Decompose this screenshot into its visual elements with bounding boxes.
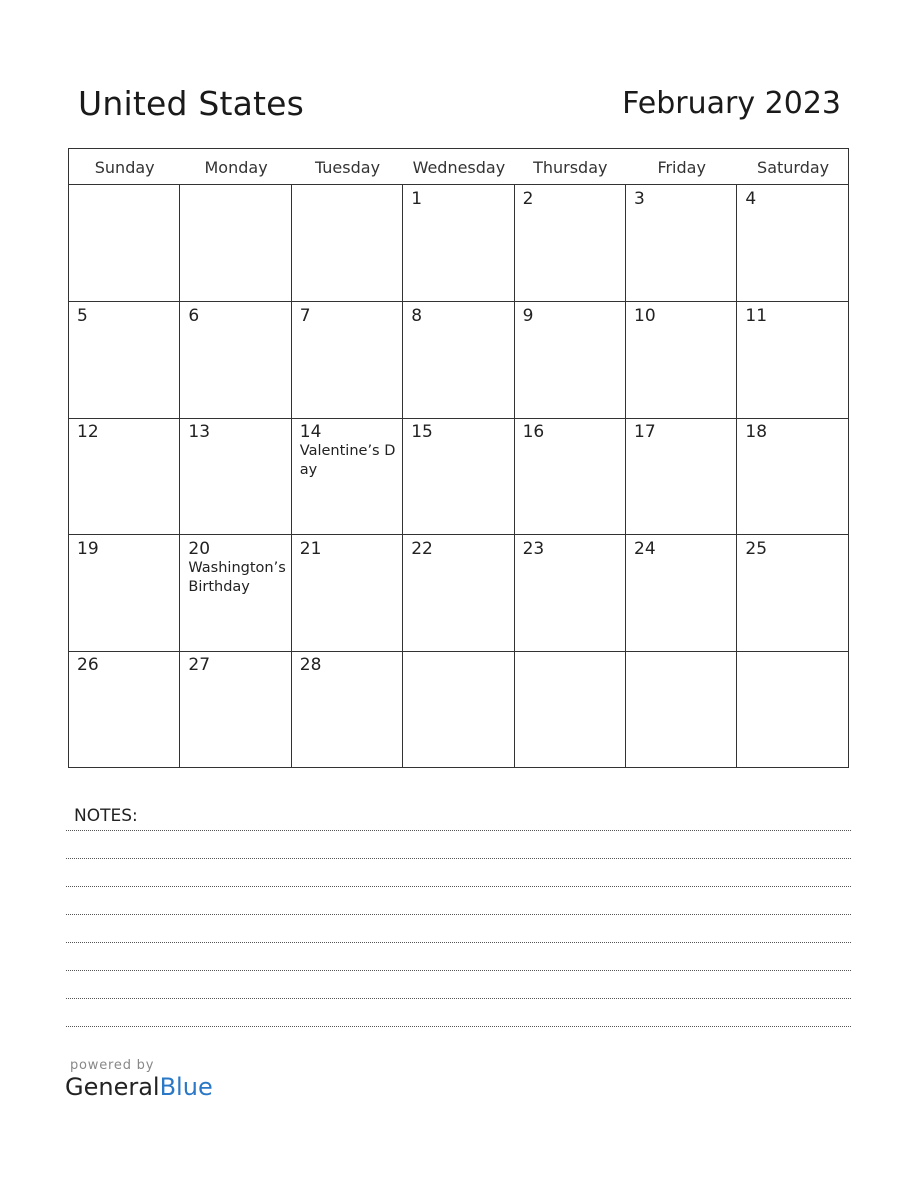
notes-line xyxy=(66,998,851,999)
day-number: 11 xyxy=(745,305,768,326)
day-number: 10 xyxy=(634,305,656,326)
powered-by-text: powered by xyxy=(70,1058,155,1073)
day-cell[interactable] xyxy=(626,185,737,302)
day-number: 24 xyxy=(634,538,656,559)
day-number: 15 xyxy=(411,422,433,443)
country-title: United States xyxy=(78,84,305,123)
day-cell[interactable] xyxy=(626,535,737,652)
week-row xyxy=(69,302,848,419)
week-row xyxy=(69,185,848,302)
notes-line xyxy=(66,1026,851,1027)
day-cell[interactable] xyxy=(403,185,514,302)
day-cell[interactable] xyxy=(626,418,737,535)
notes-label: NOTES: xyxy=(74,806,138,826)
day-cell[interactable] xyxy=(69,302,180,419)
day-cell[interactable] xyxy=(292,535,403,652)
day-number: 14 xyxy=(299,422,322,443)
day-number: 6 xyxy=(188,305,200,326)
day-cell[interactable] xyxy=(180,418,291,535)
day-number: 20 xyxy=(188,538,211,559)
day-cell[interactable] xyxy=(737,535,848,652)
weekday-sunday: Sunday xyxy=(94,158,155,177)
day-number: 19 xyxy=(77,538,99,559)
day-cell[interactable] xyxy=(180,651,291,768)
day-number: 28 xyxy=(299,655,322,676)
day-cell[interactable] xyxy=(737,418,848,535)
day-number: 5 xyxy=(77,305,88,326)
brand-blue: Blue xyxy=(159,1073,213,1101)
day-number: 16 xyxy=(522,422,545,443)
weekday-friday: Friday xyxy=(657,158,706,177)
day-number: 27 xyxy=(188,655,211,676)
notes-line xyxy=(66,886,851,887)
day-number: 17 xyxy=(634,422,656,443)
day-cell[interactable] xyxy=(515,418,626,535)
day-number: 12 xyxy=(77,422,99,443)
notes-line xyxy=(66,970,851,971)
month-year-title: February 2023 xyxy=(622,86,841,121)
weekday-thursday: Thursday xyxy=(533,158,608,177)
day-cell[interactable] xyxy=(180,302,291,419)
weekday-header-row xyxy=(69,149,848,185)
day-number: 26 xyxy=(77,655,99,676)
day-cell[interactable] xyxy=(69,418,180,535)
week-row xyxy=(69,418,848,535)
day-number: 9 xyxy=(522,305,534,326)
notes-line xyxy=(66,942,851,943)
weekday-tuesday: Tuesday xyxy=(314,158,381,177)
day-cell[interactable] xyxy=(737,302,848,419)
day-cell[interactable] xyxy=(180,185,291,302)
day-cell[interactable] xyxy=(515,535,626,652)
day-cell[interactable] xyxy=(69,185,180,302)
notes-line xyxy=(66,858,851,859)
day-number: 8 xyxy=(411,305,423,326)
day-number: 7 xyxy=(299,305,311,326)
day-number: 18 xyxy=(745,422,768,443)
day-cell[interactable] xyxy=(403,418,514,535)
day-cell[interactable] xyxy=(737,185,848,302)
day-cell[interactable] xyxy=(292,185,403,302)
day-cell[interactable] xyxy=(292,418,403,535)
day-cell[interactable] xyxy=(403,302,514,419)
day-cell[interactable] xyxy=(292,651,403,768)
weekday-wednesday: Wednesday xyxy=(412,158,506,177)
notes-line xyxy=(66,830,851,831)
day-cell[interactable] xyxy=(515,185,626,302)
weekday-monday: Monday xyxy=(204,158,268,177)
day-number: 3 xyxy=(634,189,645,209)
day-cell[interactable] xyxy=(737,651,848,768)
day-cell[interactable] xyxy=(69,651,180,768)
day-cell[interactable] xyxy=(69,535,180,652)
brand-general: General xyxy=(65,1073,160,1101)
day-cell[interactable] xyxy=(403,651,514,768)
day-cell[interactable] xyxy=(626,302,737,419)
day-number: 2 xyxy=(522,189,534,209)
holiday-label: Valentine’s Day xyxy=(299,443,396,479)
calendar-grid xyxy=(68,148,849,768)
week-row xyxy=(69,535,848,652)
day-number: 21 xyxy=(299,538,322,559)
day-cell[interactable] xyxy=(403,535,514,652)
day-number: 1 xyxy=(411,189,423,209)
day-number: 13 xyxy=(188,422,211,443)
day-number: 23 xyxy=(522,538,545,559)
week-row xyxy=(69,651,848,768)
day-number: 22 xyxy=(411,538,433,559)
weekday-saturday: Saturday xyxy=(757,158,830,177)
day-number: 25 xyxy=(745,538,768,559)
generalblue-logo[interactable] xyxy=(65,1073,213,1101)
holiday-label: Washington’s Birthday xyxy=(188,559,286,595)
day-cell[interactable] xyxy=(180,535,291,652)
day-cell[interactable] xyxy=(292,302,403,419)
day-cell[interactable] xyxy=(515,651,626,768)
day-cell[interactable] xyxy=(515,302,626,419)
day-number: 4 xyxy=(745,189,757,209)
day-cell[interactable] xyxy=(626,651,737,768)
notes-line xyxy=(66,914,851,915)
